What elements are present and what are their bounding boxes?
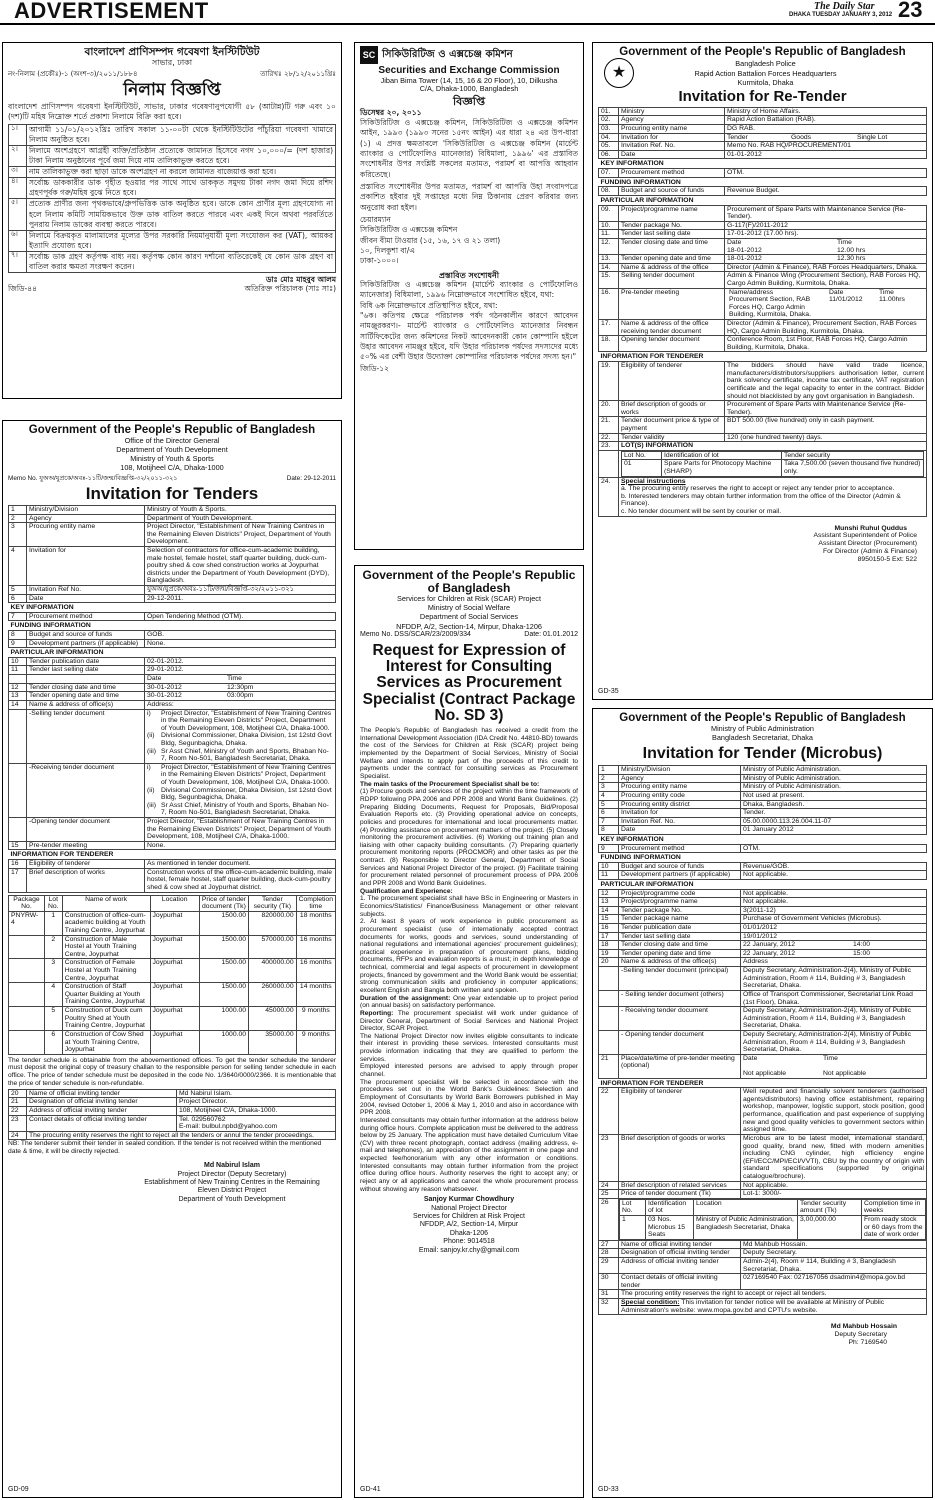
sec-logo-icon: SC: [360, 46, 378, 64]
ad6-sec-info: INFORMATION FOR TENDERER: [600, 1079, 704, 1087]
table-row: 2 Agency Ministry of Public Administration.: [599, 774, 927, 783]
column-header: Package No.: [9, 895, 45, 911]
table-row: 13 Tender opening date and time 30-01-2012 03:00pm: [9, 692, 336, 701]
table-row: 22 Eligibility of tenderer Well reputed and financially solvent tenderers (authorised agents/distributors) having office establishment, repairing workshop, manpower, logistic support, stock position, good performance, qualification and past experience of supplying new and good quality vehicles to government sectors within assigned time.: [599, 1088, 927, 1135]
table-row: 10. Tender package No. G-117(F)/2011-2012: [599, 221, 927, 230]
text-line: Department of Youth Development: [116, 445, 228, 455]
table-row: - Opening tender document Deputy Secretary, Administration-2(4), Ministry of Public Administration, Room # 114, Building # 3, Bangladesh Secretariat, Dhaka.: [599, 1030, 927, 1054]
table-row: 9 Procurement method OTM.: [599, 844, 927, 853]
ad5-gov: Government of the People's Republic of Bangladesh: [619, 46, 906, 58]
text-line: Ministry of Social Welfare: [427, 603, 511, 613]
ad2-date: Date: 29-12-2011: [286, 474, 336, 482]
table-row: 14 Tender package No. 3(2011-12): [599, 906, 927, 915]
table-row: 13. Tender opening date and time 18-01-2012 12.30 hrs: [599, 255, 927, 264]
text-line: For Director (Admin & Finance): [822, 548, 917, 556]
address-item: (iii) Sr Asst Chief, Ministry of Youth and Sports, Bhaban No-7, Room No-501, Bangladesh Secretariat, Dhaka.: [147, 747, 329, 763]
masthead: The Daily Star: [814, 1, 875, 12]
ad3-addr-bn: [360, 215, 578, 267]
table-row: 23. LOT(S) INFORMATION: [599, 442, 927, 451]
table-row: 21. Tender document price & type of payment BDT 500.00 (five hundred) only in cash payment.: [599, 417, 927, 433]
ad4-date: Date: 01.01.2012: [524, 630, 578, 638]
table-row: -Selling tender document (principal) Deputy Secretary, Administration-2(4), Ministry of Public Administration, Room # 114, Building # 3, Bangladesh Secretariat, Dhaka.: [599, 967, 927, 991]
table-row: 30 Contact details of official inviting tender 027169540 Fax: 027167056 dsadmin4@mopa.gov.bd: [599, 1274, 927, 1290]
text-line: NFDDP, A/2, Section-14, Mirpur, Dhaka-1206: [396, 621, 542, 631]
ad1-place: সাভার, ঢাকা: [151, 58, 193, 68]
ad2-lots-table: [8, 895, 336, 1055]
ad4-emp: Employed interested persons are advised to apply through proper channel.: [360, 1063, 578, 1079]
ad6-gov: Government of the People's Republic of Bangladesh: [619, 712, 906, 724]
table-row: 11 Development partners (if applicable) Not applicable.: [599, 871, 927, 880]
table-row: 18. Opening tender document Conference Room, 1st Floor, RAB Forces HQ, Cargo Admin Building, Kurmitola, Dhaka.: [599, 336, 927, 352]
table-row: 9 Development partners (if applicable) None.: [9, 639, 336, 648]
table-row: 2 Agency Department of Youth Development.: [9, 514, 336, 523]
table-row: 21 Place/date/time of pre-tender meeting (optional) Date Time Not applicable Not applicable: [599, 1054, 927, 1078]
ad4-rep: The procurement specialist will work under guidance of Director General, Department of Social Services and National Project Director, SCAR Project.: [360, 1009, 578, 1033]
list-item: ৩। নাম তালিকাভুক্ত করা ছাড়া ডাকে অংশগ্রহণ না করলে জামানত বাজেয়াপ্ত করা হবে।: [9, 167, 336, 178]
text-line: Assistant Superintendent of Police: [813, 532, 917, 540]
page-header: [0, 0, 935, 24]
ad5-sec-fund: FUNDING INFORMATION: [600, 178, 681, 186]
table-row: 5 Construction of Duck cum Poultry Shed at Youth Training Centre, Joypurhat Joypurhat 1000.00 45000.00 9 months: [9, 1007, 336, 1031]
page-number: 23: [898, 0, 923, 22]
table-row: 4 Procuring entity code Not used at present.: [599, 791, 927, 800]
table-row: 5 Procuring entity district Dhaka, Bangladesh.: [599, 800, 927, 809]
address-item: (iii) Sr Asst Chief, Ministry of Youth and Sports, Bhaban No-7, Room No-501, Bangladesh Secretariat, Dhaka.: [147, 801, 329, 817]
text-line: Establishment of New Training Centres in the Remaining: [144, 1179, 320, 1187]
ad4-q2: 2. At least 8 years of work experience in public procurement as procurement specialist (use of internationally accepted contract documents for works, goods and services, sound understanding of national regulations and international agencies' procurement guidelines); practical experience in preparation of procurement plans, bidding documents, RFPs and evaluation reports is a must; in depth knowledge of technical, commercial and legal aspects of procurement in development projects, financed by government and the World Bank would be essential; strong communication skills and proficiency in computer applications; excellent English and Bangla both written and spoken.: [360, 918, 578, 994]
ad3-p1: সিকিউরিটিজ ও এক্সচেঞ্জ কমিশন, সিকিউরিটিজ ও এক্সচেঞ্জ কমিশন আইন, ১৯৯৩ (১৯৯৩ সনের ১৫নং আইন) এর ধারা ২৪ এর উপ-ধারা (১) এ প্রদত্ত ক্ষমতাবলে 'সিকিউরিটিজ ও এক্সচেঞ্জ কমিশন (মার্চেন্ট ব্যাংকার ও পোর্টফোলিও ম্যানেজার) বিধিমালা, ১৯৯৬' এর প্রস্তাবিত সংশোধনীর উপর সংশ্লিষ্ট সকলের মতামত, পরামর্শ বা আপত্তি আহবান করিতেছে।: [360, 117, 578, 179]
ad2-sec-part: PARTICULAR INFORMATION: [10, 649, 104, 657]
ad1-signer-title: অতিরিক্ত পরিচালক (সাঃ সাঃ): [244, 284, 336, 294]
ad6-sig-lines: [598, 1331, 927, 1347]
table-row: 25 Price of tender document (Tk) Lot-1: 3000/-: [599, 1190, 927, 1199]
ad4-sel: The procurement specialist will be selected in accordance with the procedures set out in the World Bank's Guidelines: Selection and Employment of Consultants by World Bank Borrowers published in May 2004, revised October 1, 2006 & May 1, 2010 and also in accordance with PPR 2008.: [360, 1078, 578, 1117]
ad2-sec-fund: FUNDING INFORMATION: [10, 622, 91, 630]
ad6-sec-fund: FUNDING INFORMATION: [600, 854, 681, 862]
table-row: 6 Invitation for Tender.: [599, 809, 927, 818]
text-line: NFDDP, A/2, Section-14, Mirpur: [419, 1221, 519, 1229]
table-row: 28 Designation of official inviting tender Deputy Secretary.: [599, 1249, 927, 1258]
ad4-memo: Memo No. DSS/SCAR/23/2009/334: [360, 630, 471, 638]
text-line: Phone: 9014518: [443, 1238, 495, 1246]
ad1-gd: জিডি-৪৪: [8, 284, 37, 294]
ad2-sec-key: KEY INFORMATION: [10, 604, 74, 612]
ad4-dur-h: Duration of the assignment:: [360, 994, 451, 1002]
ad2-sig-lines: [128, 1171, 336, 1205]
ad-sec-notice: [354, 42, 584, 550]
table-row: 20 Name of official inviting tender Md Nabirul Islam.: [9, 1089, 336, 1098]
table-row: 27 Name of official inviting tender Md Mahbub Hossain.: [599, 1240, 927, 1249]
table-row: 19 Tender opening date and time 22 January, 2012 15:00: [599, 949, 927, 958]
table-row: 3 Procuring entity name Project Director, "Establishment of New Training Centres in the Remaining Eleven Districts" Project, Department of Youth Development.: [9, 523, 336, 547]
ad4-gd: GD-41: [360, 1485, 381, 1493]
ad4-tasks: (1) Procure goods and services of the project within the time framework of RDPP following PPA 2006 and PPR 2008 and World Bank Guidelines. (2) Preparing Bidding Documents, Request for Proposals, Bid/Proposal Evaluation Reports etc. (3) Providing operational advice on concepts, policies and procedures for international and local procurements matter. (4) Providing assistance on procurement matters of the project. (5) Closely monitoring the procurement activities. (6) Working out training plan and liaising with other capacity building consultants. (7) Preparing quarterly procurement monitoring reports (PROCMOR) and other tasks as per the contract. (8) Responsible to Director General, Department of Social Services and National Project Director of the project. (9) Facilitate training for procurement related personnel of procurement process of PPA 2006 and PPR 2008 and World Bank Guidelines.: [360, 788, 578, 888]
header-rule: [0, 23, 935, 25]
ad2-nb: NB: The tenderer submit their tender in sealed condition. If the tender is not received within the mentioned date & time, it will be directly rejected.: [8, 1140, 322, 1156]
list-item: ৬। নিলামে বিক্রয়কৃত মালামালের মূল্যের উপর সরকারি নিয়মানুযায়ী মূল্য সংযোজন কর (VAT), আয়কর ইত্যাদি প্রযোজ্য হবে।: [9, 230, 336, 251]
address-item: i) Project Director, "Establishment of New Training Centres in the Remaining Eleven Districts" Project, Department of Youth Development, 108, Motijheel C/A, Dhaka-1000.: [147, 763, 332, 786]
text-line: National Project Director: [431, 1204, 507, 1212]
address-item: (ii) Divisional Commissioner, Dhaka Division, 1st 12std Govt Bldg, Segunbagicha, Dhaka.: [147, 786, 332, 802]
text-line: Eleven District Project: [197, 1187, 267, 1195]
column-header: Location: [150, 895, 199, 911]
text-line: Services for Children at Risk Project: [412, 1213, 526, 1221]
table-row: PNYRW-4 1 Construction of office-cum-academic building at Youth Training Centre, Joypurhat Joypurhat 1500.00 820000.00 18 months: [9, 911, 336, 935]
police-emblem-icon: ★: [604, 58, 634, 88]
ad3-org-en: Securities and Exchange Commission: [378, 65, 560, 76]
table-row: 06. Date 01-01-2012: [599, 150, 927, 159]
ad2-tail-table: [8, 1089, 336, 1141]
table-row: 6 Date 29-12-2011.: [9, 594, 336, 603]
ad3-heading: বিজ্ঞপ্তি: [453, 95, 485, 109]
ad1-date: তারিখঃ ২৮/১২/২০১১খ্রিঃ: [260, 69, 336, 78]
ad5-gd: GD-35: [598, 687, 619, 695]
table-row: 17 Brief description of works Construction works of the office-cum-academic building, male hostel, female hostel, staff quarter building, duck-cum-poultry shed & cow shed at Joypurhat district.: [9, 868, 336, 892]
list-item: ১। আগামী ১১/০১/২০১২খ্রিঃ তারিখ সকাল ১১-০০টা থেকে ইনস্টিটিউটের পাঁচুরিয়া গবেষণা খামারে নিলাম অনুষ্ঠিত হবে।: [9, 124, 336, 145]
ad-rab-retender: [592, 42, 933, 700]
table-row: 15. Selling tender document Admin & Finance Wing (Procurement Section), RAB Forces HQ, Cargo Admin Building, Kurmitola, Dhaka.: [599, 272, 927, 288]
text-line: Project Director (Deputy Secretary): [177, 1170, 287, 1178]
address-item: i) Project Director, "Establishment of New Training Centres in the Remaining Eleven Districts" Project, Department of Youth Development, 108, Motijheel C/A, Dhaka-1000.: [147, 709, 332, 732]
text-line: Dhaka-1206: [449, 1229, 489, 1237]
ad4-dur: One year extendable up to project period (on annual basis) on satisfactory performance.: [360, 994, 579, 1010]
ad2-signer: Md Nabirul Islam: [203, 1162, 260, 1170]
ad1-heading: নিলাম বিজ্ঞপ্তি: [123, 80, 221, 101]
ad4-signer: Sanjoy Kurmar Chowdhury: [423, 1196, 515, 1204]
ad3-date: ডিসেম্বর ২০, ২০১১: [360, 107, 422, 117]
column-header: Completion time: [296, 895, 335, 911]
column-header: Name of work: [62, 895, 150, 911]
ad6-sec-key: KEY INFORMATION: [600, 835, 664, 843]
text-line: চেয়ারম্যান: [360, 214, 391, 224]
table-row: 20. Brief description of goods or works Procurement of Spare Parts with Maintenance Service (Re-Tender).: [599, 401, 927, 417]
table-row: 01. Ministry Ministry of Home Affairs.: [599, 107, 927, 116]
ad4-q1: 1. The procurement specialist shall have BSc in Engineering or Masters in Economics/Statistics/ Finance/Business Management or other relevant subjects.: [360, 895, 578, 918]
ad2-heading: Invitation for Tenders: [85, 484, 259, 504]
text-line: Office of the Director General: [124, 436, 220, 446]
text-line: Department of Youth Development: [178, 1195, 286, 1203]
ad1-org: বাংলাদেশ প্রাণিসম্পদ গবেষণা ইনস্টিটিউট: [84, 46, 260, 58]
table-row: 8 Budget and source of funds GOB.: [9, 631, 336, 640]
list-item: ২। নিলামে অংশগ্রহণে আগ্রহী ব্যক্তি/প্রতিষ্ঠান প্রত্যেকে জামানত হিসেবে নগদ ১০,০০০/= (দশ হাজার) টাকা নিলাম অনুষ্ঠানের পূর্বে জমা দিয়ে নাম তালিকাভুক্ত করতে হবে।: [9, 145, 336, 166]
ad5-sig-lines: [598, 532, 927, 563]
table-row: 8 Date 01 January 2012: [599, 826, 927, 835]
ad1-terms: [8, 124, 336, 274]
text-line: Ministry of Public Administration: [710, 724, 814, 734]
address-item: (ii) Divisional Commissioner, Dhaka Division, 1st 12std Govt Bldg, Segunbagicha, Dhaka.: [147, 732, 332, 747]
ad4-qual-h: Qualification and Experience:: [360, 887, 453, 895]
ad1-signer: ডাঃ মোঃ মাহবুব আলম: [265, 275, 336, 285]
table-row: 11. Tender last selling date 17-01-2012 (17.00 hrs).: [599, 230, 927, 239]
text-line: Services for Children at Risk (SCAR) Project: [397, 594, 541, 604]
ad4-info: Interested consultants may obtain further information at the address below during office hours. Complete application must be delivered to the address below by 25 January. The application must have detailed Curriculum Vitae (CV) with three recent photograph, contact address (mailing address, e-mail and telephones), an appreciation of the assignment in one page and expected fee/honorarium with any other information or conditions. Interested consultants may obtain further information from the project office during office hours. Authority reserves the right to accept any; or reject any or all applications and cancel the whole procurement process without showing any reason whatsoever.: [360, 1116, 578, 1193]
ad4-p1: The People's Republic of Bangladesh has received a credit from the International Development Association (IDA Credit No. 44810-BD) towards the cost of the Services for Children at Risk (SCAR) project being implemented by the Department of Social Services, Ministry of Social Welfare and intends to apply part of the proceeds of this credit to payments under the contract for consulting services as Procurement Specialist.: [360, 727, 578, 781]
ad4-rep-h: Reporting:: [360, 1009, 394, 1017]
table-row: 1 Ministry/Division Ministry of Public Administration.: [599, 766, 927, 775]
column-header: Lot No.: [44, 895, 62, 911]
table-row: 5 Invitation Ref No. যুঅঅ/যুপ্রকে/অবঃ-১১টি/জন্ম/বিজ্ঞপ্তি-৩২/২০১১-৩২১: [9, 585, 336, 594]
table-row: 16 Eligibility of tenderer As mentioned in tender document.: [9, 860, 336, 869]
table-row: 09. Project/programme name Procurement of Spare Parts with Maintenance Service (Re-Tender).: [599, 205, 927, 221]
ad1-memo: নং-নিলাম (প্রকৌঃ)-১ (অংশ-৩)/২০১১/১৮৮৪: [8, 69, 138, 78]
ad2-sub: [8, 436, 336, 472]
table-row: 32 Special condition: This invitation for tender notice will be available at Ministry of Public Administration's website: www.mopa.gov.bd and CPTU's website.: [599, 1299, 927, 1315]
table-row: - Selling tender document (others) Office of Transport Commissioner, Secretariat Link Road (1st Floor), Dhaka.: [599, 990, 927, 1006]
ad6-heading: Invitation for Tender (Microbus): [642, 745, 883, 763]
text-line: Jiban Bima Tower (14, 15, 16 & 20 Floor), 10, Dilkusha: [380, 75, 558, 85]
ad5-signer: Munshi Ruhul Quddus: [834, 524, 907, 532]
text-line: সিকিউরিটিজ ও এক্সচেঞ্জ কমিশন: [360, 225, 458, 235]
column-header: Tender security (Tk): [249, 895, 297, 911]
table-row: 7 Procurement method Open Tendering Method (OTM).: [9, 612, 336, 621]
ad6-signer: Md Mahbub Hossain: [830, 1323, 897, 1331]
table-row: 15 Tender package name Purchase of Government Vehicles (Microbus).: [599, 915, 927, 924]
table-row: 22 Address of official inviting tender 108, Motijheel C/A, Dhaka-1000.: [9, 1107, 336, 1116]
table-row: 23 Brief description of goods or works Microbus are to be latest model, international standard, good quality, brand new, fitted with modern amenities including CNG cylinder, high efficiency engine (EFI/ECC/MPI/ECI/VVTI), CBU by the country of origin with standard specifications (supported by original catalogue/brochure).: [599, 1134, 927, 1181]
table-row: 16. Pre-tender meeting Name/address Date Time Procurement Section, RAB Forces HQ, Cargo Admin Building, Kurmitola, Dhaka. 11/01/2012 11.00hrs: [599, 288, 927, 319]
text-line: Bangladesh Police: [735, 59, 796, 69]
ad6-sec-part: PARTICULAR INFORMATION: [600, 881, 694, 888]
ad5-sub: [634, 59, 927, 86]
text-line: Email: sanjoy.kr.chy@gmail.com: [418, 1246, 520, 1254]
ad3-p3: সিকিউরিটিজ ও এক্সচেঞ্জ কমিশন (মার্চেন্ট ব্যাংকার ও পোর্টফোলিও ম্যানেজার) বিধিমালা, ১৯৯৬ নিম্নোক্তভাবে সংশোধিত হইবে, যথা:: [360, 280, 578, 300]
text-line: 8950150-5 Ext: 522: [857, 555, 917, 563]
text-line: Ph: 7169540: [848, 1338, 887, 1346]
table-row: 13 Project/programme name Not applicable.: [599, 898, 927, 907]
table-row: 20 Name & address of the office(s) Address: [599, 958, 927, 967]
table-row: 12 Project/programme code Not applicable.: [599, 889, 927, 898]
table-row: 22. Tender validity 120 (one hundred twenty) days.: [599, 433, 927, 442]
table-row: 18 Tender closing date and time 22 January, 2012 14:00: [599, 941, 927, 950]
dateline: DHAKA TUESDAY JANUARY 3, 2012: [789, 12, 893, 18]
ad4-heading: Request for Expression of Interest for Consulting Services as Procurement Specialist (Contract Package No. SD 3): [362, 641, 576, 724]
list-item: ৪। সর্বোচ্চ ডাককারীর ডাক গৃহীত হওয়ার পর সাথে সাথে ডাককৃত সমুদয় টাকা নগদ জমা দিয়ে রশিদ গ্রহণপূর্বক গরু/মহিষ বুঝে নিতে হবে।: [9, 178, 336, 199]
text-line: Deputy Secretary: [834, 1331, 887, 1339]
table-row: 08. Budget and source of funds Revenue Budget.: [599, 187, 927, 196]
text-line: Assistant Director (Procurement): [818, 540, 917, 548]
table-row: 23 Contact details of official inviting tender Tel. 029560762 E-mail: bulbul.npbd@yahoo.com: [9, 1115, 336, 1131]
table-row: 24 The procuring entity reserves the right to reject all the tenders or annul the tender proceedings.: [9, 1131, 336, 1140]
table-row: 12. Tender closing date and time Date 18-01-2012Time 12.00 hrs: [599, 238, 927, 254]
ad4-sig-lines: [360, 1205, 578, 1255]
table-row: - Receiving tender document Deputy Secretary, Administration-2(4), Ministry of Public Administration, Room # 114, Building # 3, Bangladesh Secretariat, Dhaka.: [599, 1007, 927, 1031]
ad2-sec-info: INFORMATION FOR TENDERER: [10, 851, 114, 859]
table-row: 15 Pre-tender meeting None.: [9, 841, 336, 850]
table-row: 10 Budget and source of funds Revenue/GOB.: [599, 862, 927, 871]
list-item: ৫। প্রত্যেক প্রাণীর জন্য পৃথকভাবে/গ্রুপভিত্তিক ডাক অনুষ্ঠিত হবে। ডাকে কোন প্রাণীর মূল্য গ্রহণযোগ্য না হলে নিলাম কমিটি সাময়িকভাবে উক্ত ডাক বাতিল করতে পারবে এবং একই দিনে অথবা পরবর্তিতে পুনরায় নিলাম ডাকের ব্যবস্থা করতে পারবে।: [9, 199, 336, 230]
ad-youth-tenders: [2, 420, 342, 1498]
ad5-heading: Invitation for Re-Tender: [678, 88, 847, 106]
ad3-addr: [360, 77, 578, 94]
table-row: 24. Special instructions a. The procuring entity reserves the right to accept or reject any tender prior to acceptance. b. Interested tenderers may obtain further information from the office of the Director (Admin & Finance). c. No tender document will be sent by courier or mail.: [599, 477, 927, 516]
text-line: ঢাকা-১০০০।: [360, 256, 399, 266]
text-line: Kurmitola, Dhaka: [737, 77, 794, 87]
table-row: 31 The procuring entity reserves the right to accept or reject all tenders.: [599, 1290, 927, 1299]
table-row: 7 Invitation Ref. No. 05.00.0000.113.26.004.11-07: [599, 817, 927, 826]
ad2-schedule-note: The tender schedule is obtainable from the abovementioned offices. To get the tender schedule the tenderer must deposit the original copy of treasury challan to the responsible person for selling tender schedule in each office. The price of tender schedule must be deposited in the code No. 1/3640/0000/2366. It is mentionable that the price of tender schedule is non-refundable.: [8, 1056, 336, 1088]
ad5-sec-info: INFORMATION FOR TENDERER: [600, 353, 704, 361]
table-row: 16 Tender publication date 01/01/2012: [599, 924, 927, 933]
ad6-sub: [598, 724, 927, 742]
ad6-gd: GD-33: [598, 1485, 619, 1493]
table-row: 05. Invitation Ref. No. Memo No. RAB HQ/PROCUREMENT/01: [599, 142, 927, 151]
table-row: 04. Invitation for Tender Goods Single Lot: [599, 133, 927, 142]
table-row: 2 Construction of Male Hostel at Youth Training Centre, Joypurhat Joypurhat 1500.00 570000.00 16 months: [9, 935, 336, 959]
table-row: 19. Eligibility of tenderer The bidders should have valid trade licence, manufacturers/distributors/suppliers authorisation letter, current bank solvency certificate, income tax certificate, VAT registration certificate and the legal capacity to enter in the contract. Bidder should not blacklisted by any govt organisation in Bangladesh.: [599, 362, 927, 401]
text-line: জীবন বীমা টাওয়ার (১৫, ১৬, ১৭ ও ২১ তলা): [360, 235, 501, 245]
table-row: 14 Name & address of office(s) Address:: [9, 700, 336, 709]
table-row: 24 Brief description of related services Not applicable.: [599, 1181, 927, 1190]
table-row: 29 Address of official inviting tender Admin-2(4), Room # 114, Building # 3, Bangladesh Secretariat, Dhaka.: [599, 1258, 927, 1274]
ad-microbus-tender: [592, 708, 933, 1498]
table-row: 03. Procuring entity name DG RAB.: [599, 125, 927, 134]
text-line: ১০, দিলকুশা বা/এ: [360, 245, 416, 255]
ad3-p5: "৬ক। কতিপয় ক্ষেত্রে পরিচালক পর্ষদ গঠনকালীন কারণে আবেদন নামঞ্জুরকরণ।- মার্চেন্ট ব্যাংকার ও পোর্টফোলিও ম্যানেজার নিবন্ধন সার্টিফিকেটের জন্য কমিশনের নিকট আবেদনকারী কোন কোম্পানি হইলে উহার আবেদন নামঞ্জুর হইবে, যদি উহার পরিচালক পর্ষদের সদস্যদের মধ্যে ৫০% এর বেশী উহার উদ্যোক্তা কোম্পানির পরিচালক পর্ষদের সদস্য হন।": [360, 311, 578, 362]
table-row: 21 Designation of official inviting tender Project Director.: [9, 1098, 336, 1107]
text-line: 108, Motijheel C/A, Dhaka-1000: [120, 463, 224, 473]
ad5-sec-key: KEY INFORMATION: [600, 160, 664, 168]
ad3-p2: প্রস্তাবিত সংশোধনীর উপর মতামত, পরামর্শ বা আপত্তি উহা সংবাদপত্রে প্রকাশিত হইবার দুই সপ্তাহের মধ্যে নিম্ন ঠিকানায় প্রেরণ করিবার জন্য অনুরোধ করা হইল।: [360, 181, 578, 212]
ad3-org-bn: সিকিউরিটিজ ও এক্সচেঞ্জ কমিশন: [382, 49, 513, 61]
text-line: Ministry of Youth & Sports: [130, 454, 214, 464]
ad2-memo: Memo No. যুঅঅ/যুপ্রকে/অবঃ-১১টি/জন্ম/বিজ্ঞপ্তি-৩২/২০১১-৩২১: [8, 474, 178, 482]
table-row: 6 Construction of Cow Shed at Youth Training Centre, Joypurhat Joypurhat 1000.00 35000.00 9 months: [9, 1030, 336, 1054]
table-row: 07. Procurement method OTM.: [599, 169, 927, 178]
table-row: 10 Tender publication date 02-01-2012.: [9, 657, 336, 666]
ad3-gd: জিডি-১২: [360, 363, 389, 373]
ad4-gov: Government of the People's Republic of Bangladesh: [362, 568, 576, 595]
ad3-p4: বিধি ৬ক নিম্নোক্তভাবে প্রতিস্থাপিত হইবে, যথা:: [360, 300, 498, 310]
ad5-sec-part: PARTICULAR INFORMATION: [600, 196, 694, 204]
ad1-intro: বাংলাদেশ প্রাণিসম্পদ গবেষণা ইনস্টিটিউট, সাভার, ঢাকার গবেষণানুপযোগী ৫৮ (আটান্ন)টি গরু এবং ১০ (দশ)টি মহিষ নিম্নোক্ত শর্তে প্রকাশ্য নিলামে বিক্রি করা হবে।: [8, 102, 336, 122]
text-line: Rapid Action Battalion Forces Headquarters: [694, 68, 837, 78]
table-row: 3 Construction of Female Hostel at Youth Training Centre, Joypurhat Joypurhat 1500.00 400000.00 16 months: [9, 959, 336, 983]
table-row: 3 Procuring entity name Ministry of Public Administration.: [599, 783, 927, 792]
table-row: 12 Tender closing date and time 30-01-2012 12:30pm: [9, 683, 336, 692]
table-row: 1 Ministry/Division Ministry of Youth & Sports.: [9, 505, 336, 514]
table-row: 14. Name & address of the office Director (Admin & Finance), RAB Forces Headquarters, Dhaka.: [599, 263, 927, 272]
ad5-table: 01. Ministry Ministry of Home Affairs. 02. Agency Rapid Action Battalion (RAB). 03. Procuring entity name DG RAB. 04. Invitation for Tender Goods Single Lot 05. Invitation Ref. No. Memo No. RAB HQ/PROCUREMENT/01 06. Date 01-01-2012 KEY INFORMATION 07. Procurement method OTM. FUNDING INFORMATION 08. Budget and source of funds Revenue Budget. PARTICULAR INFORMATION 09. Project/programme name Procurement of Spare Parts with Maintenance Service (Re-Tender). 10. Tender package No. G-117(F)/2011-2012 11. Tender last selling date 17-01-2012 (17.00 hrs). 12. Tender closing date and time Date 18-01-2012Time 12.00 hrs 13. Tender opening date and time 18-01-2012 12.30 hrs 14. Name & address of the office Director (Admin & Finance), RAB Forces Headquarters, Dhaka. 15. Selling tender document Admin & Finance Wing (Procurement Section), RAB Forces HQ, Cargo Admin Building, Kurmitola, Dhaka. 16. Pre-tender meeting Name/address Date Time Procurement Section, RAB Forces HQ, Cargo Admin Building, Kurmitola, Dhaka. 11/01/2012 11.00hrs 17. Name & address of the office receiving tender document Director (Admin & Finance), Procurement Section, RAB Forces HQ, Cargo Admin Building, Kurmitola, Dhaka. 18. Opening tender document Conference Room, 1st Floor, RAB Forces HQ, Cargo Admin Building, Kurmitola, Dhaka. INFORMATION FOR TENDERER 19. Eligibility of tenderer The bidders should have valid trade licence, manufacturers/distributors/suppliers authorisation letter, current bank solvency certificate, income tax certificate, VAT registration certificate and the legal capacity to enter in the contract. Bidder should not blacklisted by any govt organisation in Bangladesh. 20. Brief description of goods or works Procurement of Spare Parts with Maintenance Service (Re-Tender). 21. Tender document price & type of payment BDT 500.00 (five hundred) only in cash payment. 22. Tender validity 120 (one hundred twenty) days. 23. LOT(S) INFORMATION Lot No. Identification of lot Tender security 01 Spare Parts for Photocopy Machine (SHARP) Taka 7,500.00 (seven thousand five hundred) only. 24. Special instructions a. The procuring entity reserves the right to accept or reject any tender prior to acceptance. b. Interested tenderers may obtain further information from the office of the Director (Admin & Finance). c. No tender document will be sent by courier or mail.: [598, 107, 927, 517]
table-row: 11 Tender last selling date 29-01-2012.: [9, 666, 336, 675]
ad-scar-eoi: [354, 565, 584, 1498]
text-line: Bangladesh Secretariat, Dhaka: [711, 733, 813, 743]
ad4-invite: The National Project Director now invites eligible consultants to indicate their interest in providing these services. Interested consultants must provide information indicating that they are qualified to perform the services.: [360, 1032, 578, 1063]
table-row: 17 Tender last selling date 19/01/2012: [599, 932, 927, 941]
ad4-sub: [360, 594, 578, 630]
section-title: ADVERTISEMENT: [14, 0, 209, 23]
ad6-table: 1 Ministry/Division Ministry of Public Administration. 2 Agency Ministry of Public Administration. 3 Procuring entity name Ministry of Public Administration. 4 Procuring entity code Not used at present. 5 Procuring entity district Dhaka, Bangladesh. 6 Invitation for Tender. 7 Invitation Ref. No. 05.00.0000.113.26.004.11-07 8 Date 01 January 2012 KEY INFORMATION 9 Procurement method OTM. FUNDING INFORMATION 10 Budget and source of funds Revenue/GOB. 11 Development partners (if applicable) Not applicable. PARTICULAR INFORMATION 12 Project/programme code Not applicable. 13 Project/programme name Not applicable. 14 Tender package No. 3(2011-12) 15 Tender package name Purchase of Government Vehicles (Microbus). 16 Tender publication date 01/01/2012 17 Tender last selling date 19/01/2012 18 Tender closing date and time 22 January, 2012 14:00 19 Tender opening date and time 22 January, 2012 15:00 20 Name & address of the office(s) Address -Selling tender document (principal) Deputy Secretary, Administration-2(4), Ministry of Public Administration, Room # 114, Building # 3, Bangladesh Secretariat, Dhaka. - Selling tender document (others) Office of Transport Commissioner, Secretariat Link Road (1st Floor), Dhaka. - Receiving tender document Deputy Secretary, Administration-2(4), Ministry of Public Administration, Room # 114, Building # 3, Bangladesh Secretariat, Dhaka. - Opening tender document Deputy Secretary, Administration-2(4), Ministry of Public Administration, Room # 114, Building # 3, Bangladesh Secretariat, Dhaka. 21 Place/date/time of pre-tender meeting (optional) Date Time Not applicable Not applicable INFORMATION FOR TENDERER 22 Eligibility of tenderer Well reputed and financially solvent tenderers (authorised agents/distributors) having office establishment, repairing workshop, manpower, logistic support, stock position, good performance, qualification and past experience of supplying new and good quality vehicles to government sectors within assigned time. 23 Brief description of goods or works Microbus are to be latest model, international standard, good quality, brand new, fitted with modern amenities including CNG cylinder, high efficiency engine (EFI/ECC/MPI/ECI/VVTI), CBU by the country of origin with standard specifications (supported by original catalogue/brochure). 24 Brief description of related services Not applicable. 25 Price of tender document (Tk) Lot-1: 3000/- 26 Lot No. Identification of lot Location Tender security amount (Tk) Completion time in weeks 1 03 Nos. Microbus 15 Seats Ministry of Public Administration, Bangladesh Secretariat, Dhaka 3,00,000.00 From ready stock or 60 days from the date of work order 27 Name of official inviting tender Md Mahbub Hossain. 28 Designation of official inviting tender Deputy Secretary. 29 Address of official inviting tender Admin-2(4), Room # 114, Building # 3, Bangladesh Secretariat, Dhaka. 30 Contact details of official inviting tender 027169540 Fax: 027167056 dsadmin4@mopa.gov.bd 31 The procuring entity reserves the right to accept or reject all tenders. 32 Special condition: This invitation for tender notice will be available at Ministry of Public Administration's website: www.mopa.gov.bd and CPTU's website.: [598, 765, 927, 1315]
column-header: Price of tender document (Tk): [199, 895, 248, 911]
ad2-table: 1 Ministry/Division Ministry of Youth & Sports. 2 Agency Department of Youth Development. 3 Procuring entity name Project Director, "Establishment of New Training Centres in the Remaining Eleven Districts" Project, Department of Youth Development. 4 Invitation for Selection of contractors for office-cum-academic building, male hostel, female hostel, staff quarter building, duck-cum-poultry shed & cow shed construction works at Joypurhat districts under the Department of Youth Development (DYD), Bangladesh. 5 Invitation Ref No. যুঅঅ/যুপ্রকে/অবঃ-১১টি/জন্ম/বিজ্ঞপ্তি-৩২/২০১১-৩২১ 6 Date 29-12-2011. KEY INFORMATION 7 Procurement method Open Tendering Method (OTM). FUNDING INFORMATION 8 Budget and source of funds GOB. 9 Development partners (if applicable) None. PARTICULAR INFORMATION 10 Tender publication date 02-01-2012. 11 Tender last selling date 29-01-2012. Date Time 12 Tender closing date and time 30-01-2012 12:30pm 13 Tender opening date and time 30-01-2012 03:00pm 14 Name & address of office(s) Address: -Selling tender document i) Project Director, "Establishment of New Training Centres in the Remaining Eleven Districts" Project, Department of Youth Development, 108, Motijheel C/A, Dhaka-1000. (ii) Divisional Commissioner, Dhaka Division, 1st 12std Govt Bldg, Segunbagicha, Dhaka. (iii) Sr Asst Chief, Ministry of Youth and Sports, Bhaban No-7, Room No-501, Bangladesh Secretariat, Dhaka. -Receiving tender document i) Project Director, "Establishment of New Training Centres in the Remaining Eleven Districts" Project, Department of Youth Development, 108, Motijheel C/A, Dhaka-1000. (ii) Divisional Commissioner, Dhaka Division, 1st 12std Govt Bldg, Segunbagicha, Dhaka. (iii) Sr Asst Chief, Ministry of Youth and Sports, Bhaban No-7, Room No-501, Bangladesh Secretariat, Dhaka. -Opening tender document Project Director, "Establishment of New Training Centres in the Remaining Eleven Districts" Project, Department of Youth Development, 108, Motijheel C/A, Dhaka-1000. 15 Pre-tender meeting None. INFORMATION FOR TENDERER 16 Eligibility of tenderer As mentioned in tender document. 17 Brief description of works Construction works of the office-cum-academic building, male hostel, female hostel, staff quarter building, duck-cum-poultry shed & cow shed at Joypurhat district.: [8, 505, 336, 893]
ad2-gd: GD-09: [8, 1485, 29, 1493]
table-row: 17. Name & address of the office receiving tender document Director (Admin & Finance), Procurement Section, RAB Forces HQ, Cargo Admin Building, Kurmitola, Dhaka.: [599, 320, 927, 336]
ad4-tasks-h: The main tasks of the Procurement Specialist shall be to:: [360, 780, 540, 788]
table-row: 4 Construction of Staff Quarter Building at Youth Training Centre, Joypurhat Joypurhat 1500.00 260000.00 14 months: [9, 983, 336, 1007]
text-line: Department of Social Services: [419, 612, 519, 622]
table-row: 02. Agency Rapid Action Battalion (RAB).: [599, 116, 927, 125]
table-row: 4 Invitation for Selection of contractors for office-cum-academic building, male hostel, female hostel, staff quarter building, duck-cum-poultry shed & cow shed construction works at Joypurhat districts under the Department of Youth Development (DYD), Bangladesh.: [9, 546, 336, 585]
ad-livestock-auction: [2, 42, 342, 399]
ad2-gov: Government of the People's Republic of Bangladesh: [28, 424, 316, 436]
ad3-sub-heading: প্রস্তাবিত সংশোধনী: [438, 270, 500, 280]
text-line: C/A, Dhaka-1000, Bangladesh: [419, 84, 519, 94]
list-item: ৭। সর্বোচ্চ ডাক গ্রহণ কর্তৃপক্ষ বাধ্য নয়। কর্তৃপক্ষ কোন কারণ দর্শানো ব্যতিরেকেই যে কোন ডাক গ্রহণ বা বাতিল করার ক্ষমতা সংরক্ষণ করেন।: [9, 252, 336, 273]
